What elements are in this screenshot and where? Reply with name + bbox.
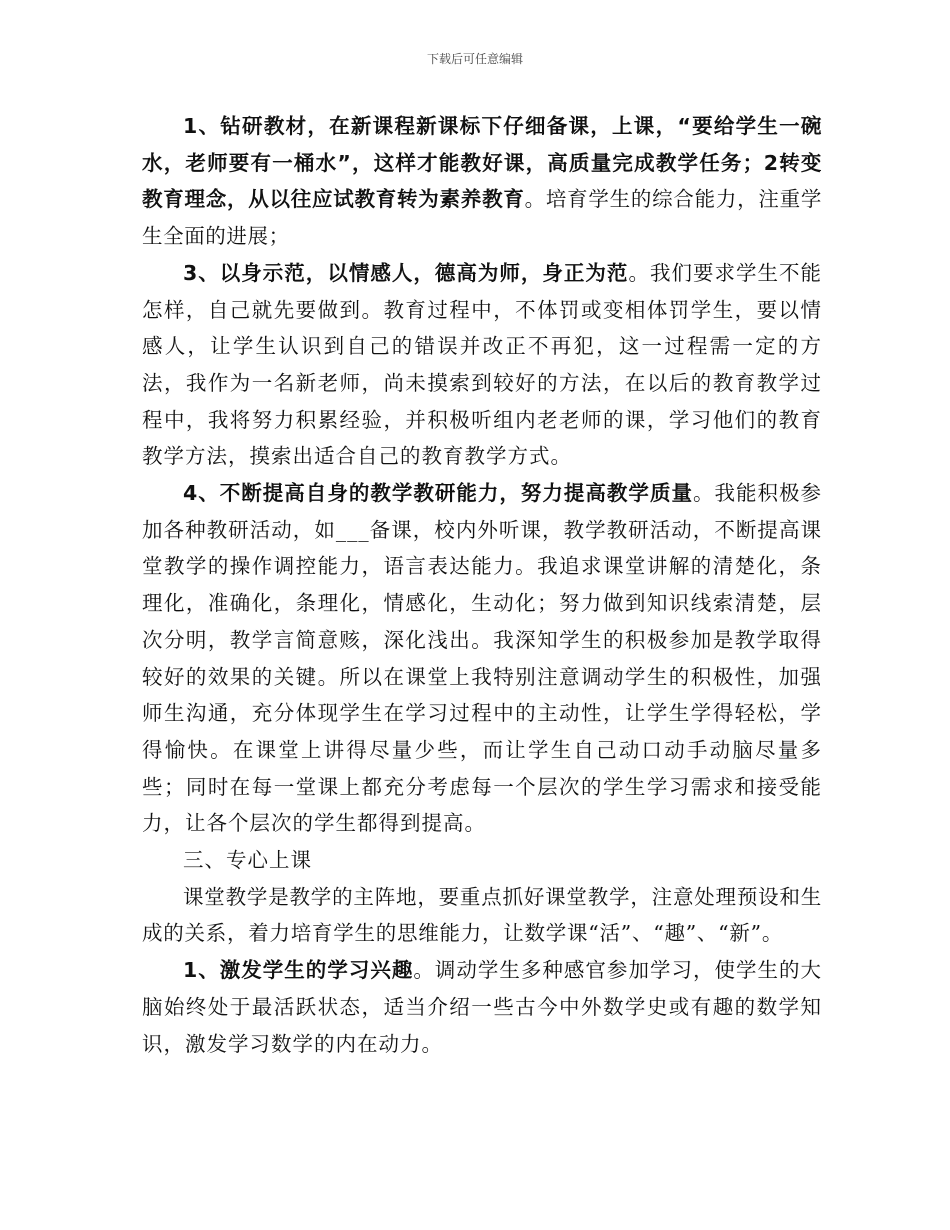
paragraph-1-text: 。培育学生的综合能力，注重学生全面的进展； xyxy=(142,187,822,249)
paragraph-6-bold: 1、激发学生的学习兴趣 xyxy=(183,958,414,983)
paragraph-3 xyxy=(142,475,822,842)
paragraph-2-bold: 3、以身示范，以情感人，德高为师，身正为范 xyxy=(183,260,629,285)
page-header-note: 下载后可任意编辑 xyxy=(426,52,523,66)
paragraph-2-text: 。我们要求学生不能怎样，自己就先要做到。教育过程中，不体罚或变相体罚学生，要以情感人，让学生认识到自己的错误并改正不再犯，这一过程需一定的方法，我作为一名新老师，尚未摸索到较好的方法，在以后的教育教学过程中，我将努力积累经验，并积极听组内老老师的课，学习他们的教育教学方法，摸索出适合自己的教育教学方式。 xyxy=(142,260,823,469)
section-heading-text: 三、专心上课 xyxy=(183,848,312,873)
paragraph-1-bold: 1、钻研教材，在新课程新课标下仔细备课，上课，“要给学生一碗水，老师要有一桶水”，这样才能教好课，高质量完成教学任务；2转变教育理念，从以往应试教育转为素养教育 xyxy=(142,114,822,212)
paragraph-6 xyxy=(142,952,822,1062)
section-heading xyxy=(142,842,822,879)
paragraph-1 xyxy=(142,108,822,255)
document-body xyxy=(142,108,822,1062)
paragraph-6-text: 。调动学生多种感官参加学习，使学生的大脑始终处于最活跃状态，适当介绍一些古今中外数学史或有趣的数学知识，激发学习数学的内在动力。 xyxy=(142,958,823,1056)
paragraph-5-text: 课堂教学是教学的主阵地，要重点抓好课堂教学，注意处理预设和生成的关系，着力培育学生的思维能力，让数学课“活”、“趣”、“新”。 xyxy=(142,884,822,946)
paragraph-3-bold: 4、不断提高自身的教学教研能力，努力提高教学质量 xyxy=(183,481,693,506)
paragraph-2 xyxy=(142,255,822,475)
paragraph-3-text: 。我能积极参加各种教研活动，如___备课，校内外听课，教学教研活动，不断提高课堂教学的操作调控能力，语言表达能力。我追求课堂讲解的清楚化，条理化，准确化，条理化，情感化，生动化；努力做到知识线索清楚，层次分明，教学言简意赅，深化浅出。我深知学生的积极参加是教学取得较好的效果的关键。所以在课堂上我特别注意调动学生的积极性，加强师生沟通，充分体现学生在学习过程中的主动性，让学生学得轻松，学得愉快。在课堂上讲得尽量少些，而让学生自己动口动手动脑尽量多些；同时在每一堂课上都充分考虑每一个层次的学生学习需求和接受能力，让各个层次的学生都得到提高。 xyxy=(142,481,823,836)
paragraph-5 xyxy=(142,879,822,952)
